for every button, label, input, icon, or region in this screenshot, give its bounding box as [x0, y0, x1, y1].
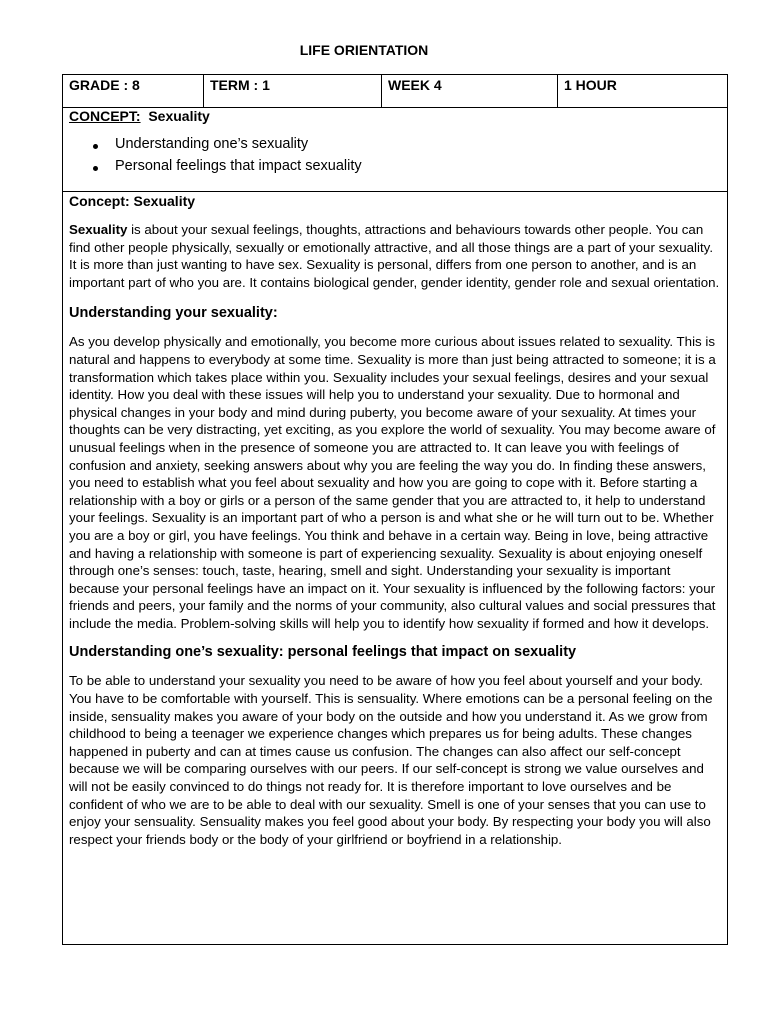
list-item: Understanding one’s sexuality: [89, 136, 362, 158]
concept-label-text: CONCEPT:: [69, 108, 141, 124]
concept-box: [63, 108, 727, 192]
week-cell: WEEK 4: [382, 75, 558, 107]
concept-bullet-list: [89, 136, 362, 180]
lesson-body: [69, 191, 721, 848]
duration-cell: 1 HOUR: [564, 77, 617, 93]
section-paragraph: To be able to understand your sexuality you need to be aware of how you feel about yourself and your body. You have to be comfortable with yourself. This is sensuality. Where emotions can be a personal feeling on the inside, sensuality makes you aware of your body on the outside and how you understand it. As we grow from childhood to being a teenager we experience changes which prepares us for being adults. These changes happened in puberty and can at times cause us confusion. The changes can also affect our self-concept because we will be comparing ourselves with our peers. If our self-concept is strong we value ourselves and will not be easily convinced to do things not ready for. It is therefore important to love ourselves and be confident of who we are to be able to deal with our sexuality. Smell is one of your senses that you can use to enjoy your sensuality. Sensuality makes you feel good about your body. By respecting your body you will also respect your friends body or the body of your girlfriend or boyfriend in a relationship.: [69, 673, 713, 847]
document-title: LIFE ORIENTATION: [299, 42, 429, 58]
term-cell: TERM : 1: [204, 75, 382, 107]
concept-heading: Concept: Sexuality: [69, 193, 196, 209]
section-heading: Understanding one’s sexuality: personal feelings that impact on sexuality: [69, 644, 577, 661]
list-item: Personal feelings that impact sexuality: [89, 158, 362, 180]
intro-text: is about your sexual feelings, thoughts, attractions and behaviours towards other people. You can find other people physically, sexually or emotionally attractive, and all those things are a part of your sexuality. It is more than just wanting to have sex. Sexuality is personal, differs from one person to another, and is an important part of who you are. It contains biological gender, gender identity, gender role and sexual orientation.: [69, 222, 720, 290]
intro-bold-word: Sexuality: [69, 222, 128, 237]
header-row: [63, 75, 727, 108]
section-paragraph: As you develop physically and emotionally, you become more curious about issues related to sexuality. This is natural and happens to everybody at some time. Sexuality is more than just being attracted to someone; it is a transformation which takes place within you. Sexuality includes your sexual feelings, desires and your sexual identity. How you deal with these issues will help you to understand your sexuality. Due to hormonal and physical changes in your body and mind during puberty, you become aware of your sexuality. At times your thoughts can be very distracting, yet exciting, as you explore the world of sexuality. You may become aware of unusual feelings when in the presence of someone you are attracted to. It can leave you with feelings of confusion and anxiety, seeking answers about why you are feeling the way you do. In finding these answers, you need to establish what you feel about sexuality and how you are going to cope with it. Before starting a relationship with a boy or girls or a person of the same gender that you are attracted to, it help to understand your feelings. Sexuality is an important part of who a person is and what she or he will turn out to be. Whether you are a boy or girl, you have feelings. You think and behave in a certain way. Being in love, being attractive and having a relationship with someone is part of experiencing sexuality. Sexuality is about enjoying oneself through one’s senses: touch, taste, hearing, smell and sight. Understanding your sexuality is important because your personal feelings have an impact on it. Your sexuality is influenced by the following factors: your friends and peers, your family and the norms of your community, also cultural values and social pressures that include the media. Problem-solving skills will help you to identify how sexuality if formed and how it develops.: [69, 334, 716, 631]
grade-cell: GRADE : 8: [63, 75, 204, 107]
lesson-table: [62, 74, 728, 945]
intro-paragraph: [69, 221, 721, 291]
concept-label: [69, 108, 210, 124]
section-heading: Understanding your sexuality:: [69, 305, 278, 322]
concept-value: Sexuality: [148, 108, 210, 124]
